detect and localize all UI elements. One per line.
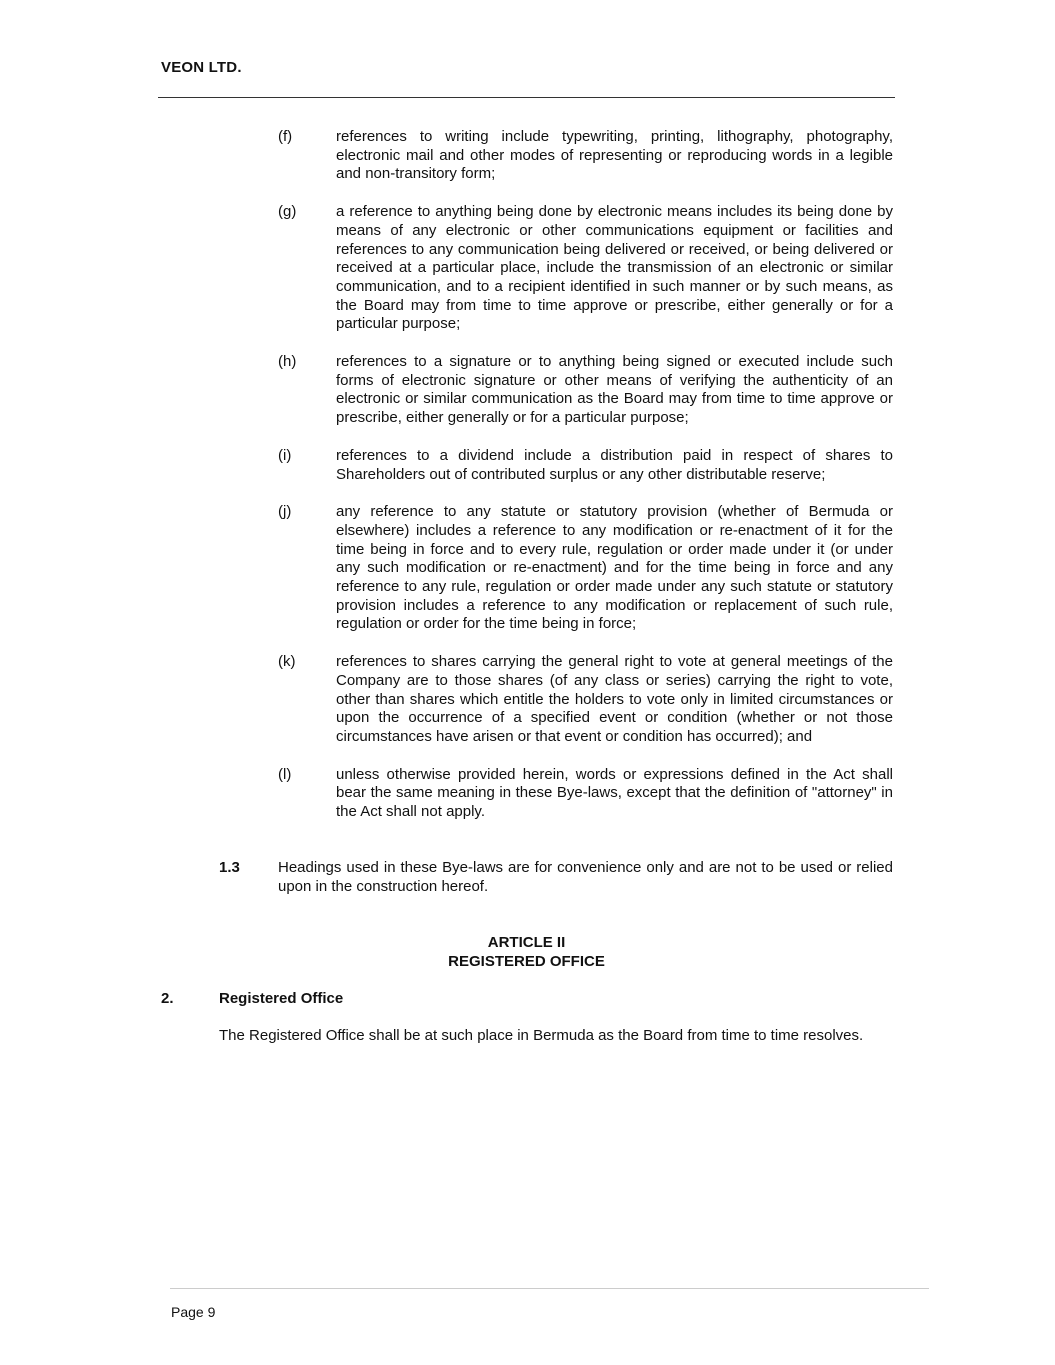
list-item	[278, 447, 893, 484]
item-text: any reference to any statute or statutory provision (whether of Bermuda or elsewhere) includes a reference to any modification or re-enactment of it for the time being in force and to every rule, regulation or order made under it (or under any such modification or re-enactment) and for the time being in force and any reference to any rule, regulation or order made under any such statute or statutory provision includes a reference to any modification or replacement of such rule, regulation or order for the time being in force;	[336, 503, 893, 633]
article-title: REGISTERED OFFICE	[448, 952, 605, 970]
list-item	[278, 353, 893, 428]
clause-text: Headings used in these Bye-laws are for convenience only and are not to be used or relied upon in the construction hereof.	[278, 859, 893, 895]
item-text: unless otherwise provided herein, words or expressions defined in the Act shall bear the same meaning in these Bye-laws, except that the definition of "attorney" in the Act shall not apply.	[336, 765, 893, 821]
item-text: references to a signature or to anything being signed or executed include such forms of electronic signature or other means of verifying the authenticity of an electronic or similar communication as the Board may from time to time approve or prescribe, either generally or for a particular purpose;	[336, 353, 893, 427]
document-header-title: VEON LTD.	[161, 59, 242, 76]
item-text: references to writing include typewriting, printing, lithography, photography, electronic mail and other modes of representing or reproducing words in a legible and non-transitory form;	[336, 128, 893, 183]
section-title: Registered Office	[219, 990, 344, 1007]
item-text: references to a dividend include a distribution paid in respect of shares to Shareholders out of contributed surplus or any other distributable reserve;	[336, 446, 893, 483]
section-body: The Registered Office shall be at such place in Bermuda as the Board from time to time resolves.	[219, 1027, 864, 1044]
item-label: (k)	[278, 653, 296, 671]
item-label: (i)	[278, 446, 292, 464]
article-heading	[158, 934, 895, 971]
clause-number: 1.3	[219, 859, 240, 876]
item-label: (f)	[278, 128, 293, 145]
section-number: 2.	[161, 990, 174, 1007]
article-number: ARTICLE II	[487, 934, 566, 951]
page-number: Page 9	[171, 1304, 216, 1320]
list-item	[278, 653, 893, 747]
footer-divider	[170, 1288, 929, 1289]
definitions-list	[278, 128, 893, 841]
item-text: a reference to anything being done by electronic means includes its being done by means of any electronic or other communications equipment or facilities and references to any communication being delivered or received, or being delivered or received at a particular place, include the transmission of an electronic or similar communication, and to a recipient identified in such manner or by such means, as the Board may from time to time approve or prescribe, either generally or for a particular purpose;	[336, 203, 893, 333]
header-divider	[158, 97, 895, 98]
item-label: (h)	[278, 353, 297, 371]
item-label: (j)	[278, 503, 292, 521]
item-label: (l)	[278, 765, 292, 783]
clause-1-3	[219, 859, 893, 896]
item-text: references to shares carrying the general right to vote at general meetings of the Company are to those shares (of any class or series) carrying the right to vote, other than shares which entitle the holders to vote only in limited circumstances or upon the occurrence of a specified event or condition (whether or not those circumstances have arisen or that event or condition has occurred); and	[336, 653, 893, 745]
item-label: (g)	[278, 203, 297, 221]
section-heading	[161, 990, 343, 1009]
list-item	[278, 128, 893, 184]
list-item	[278, 503, 893, 634]
list-item	[278, 203, 893, 334]
list-item	[278, 766, 893, 822]
